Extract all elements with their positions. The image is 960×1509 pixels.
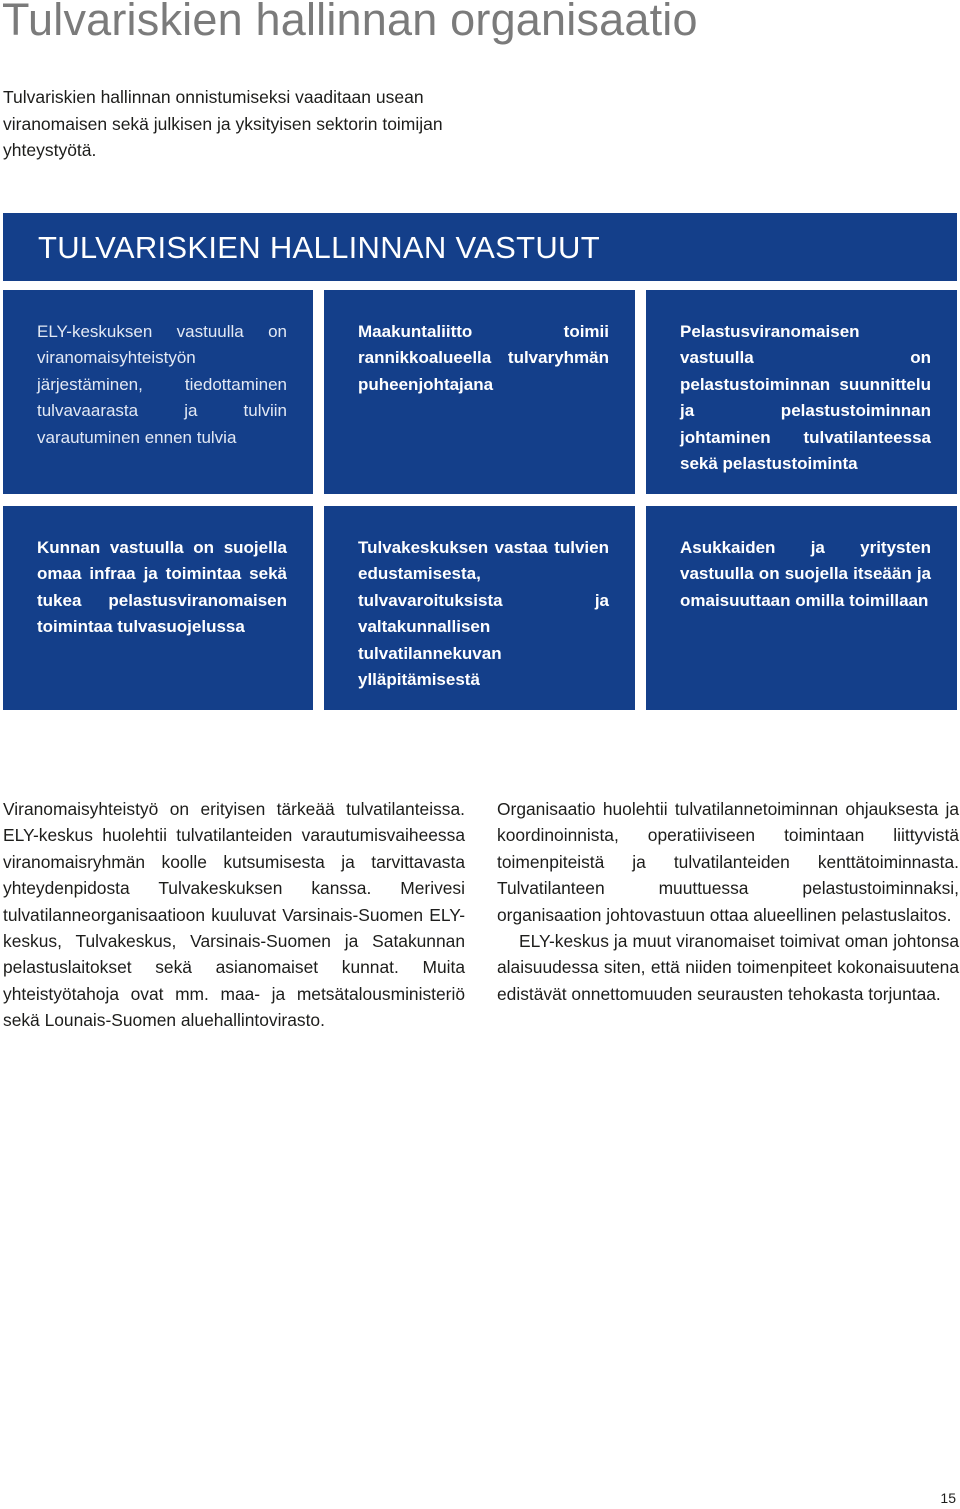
body-paragraph: ELY-keskus ja muut viranomaiset toimivat oman johtonsa alaisuudessa siten, että niiden toimenpiteet kokonaisuutena edistävät onnettomuuden seurausten tehokasta torjuntaa.	[497, 931, 959, 1004]
responsibility-text: Tulvakeskuksen vastaa tulvien edustamisesta, tulvavaroituksista ja valtakunnallisen tulvatilannekuvan ylläpitämisestä	[358, 538, 609, 690]
body-paragraph: Organisaatio huolehtii tulvatilannetoiminnan ohjauksesta ja koordinoinnista, operatiiviseen toimintaan liittyvistä toimenpiteistä ja tulvatilanteiden kenttätoiminnasta. Tulvatilanteen muuttuessa pelastustoiminnaksi, organisaation johtovastuun ottaa alueellinen pelastuslaitos.	[497, 799, 959, 925]
responsibility-cell-pelastus	[646, 290, 957, 494]
page-title: Tulvariskien hallinnan organisaatio	[2, 0, 698, 45]
responsibility-text: Kunnan vastuulla on suojella omaa infraa ja toimintaa sekä tukea pelastusviranomaisen toimintaa tulvasuojelussa	[37, 538, 287, 637]
responsibility-cell-tulvakeskus	[324, 506, 635, 710]
responsibility-cell-asukkaat	[646, 506, 957, 710]
responsibility-text: Maakuntaliitto toimii rannikkoalueella tulvaryhmän puheenjohtajana	[358, 322, 609, 394]
responsibility-cell-ely	[3, 290, 313, 494]
body-column-right	[497, 796, 959, 1007]
responsibilities-heading: TULVARISKIEN HALLINNAN VASTUUT	[38, 230, 600, 265]
responsibility-text: ELY-keskuksen vastuulla on viranomaisyhteistyön järjestäminen, tiedottaminen tulvavaarasta ja tulviin varautuminen ennen tulvia	[37, 322, 287, 447]
page-number: 15	[940, 1490, 956, 1506]
responsibility-cell-maakuntaliitto	[324, 290, 635, 494]
responsibility-cell-kunta	[3, 506, 313, 710]
responsibility-text: Asukkaiden ja yritysten vastuulla on suojella itseään ja omaisuuttaan omilla toimillaan	[680, 538, 931, 610]
body-paragraph: Viranomaisyhteistyö on erityisen tärkeää tulvatilanteissa. ELY-keskus huolehtii tulvatilanteiden varautumisvaiheessa viranomaisryhmän koolle kutsumisesta ja tarvittavasta yhteydenpidosta Tulvakeskuksen kanssa. Merivesi tulvatilanneorganisaatioon kuuluvat Varsinais-Suomen ELY-keskus, Tulvakeskus, Varsinais-Suomen ja Satakunnan pelastuslaitokset sekä asianomaiset kunnat. Muita yhteistyötahoja ovat mm. maa- ja metsätalousministeriö sekä Lounais-Suomen aluehallintovirasto.	[3, 799, 465, 1031]
responsibility-text: Pelastusviranomaisen vastuulla on pelastustoiminnan suunnittelu ja pelastustoiminnan johtaminen tulvatilanteessa sekä pelastustoiminta	[680, 322, 931, 474]
body-column-left	[3, 796, 465, 1034]
intro-paragraph: Tulvariskien hallinnan onnistumiseksi vaaditaan usean viranomaisen sekä julkisen ja yksityisen sektorin toimijan yhteystyötä.	[3, 87, 443, 160]
responsibilities-header-box	[3, 213, 957, 281]
